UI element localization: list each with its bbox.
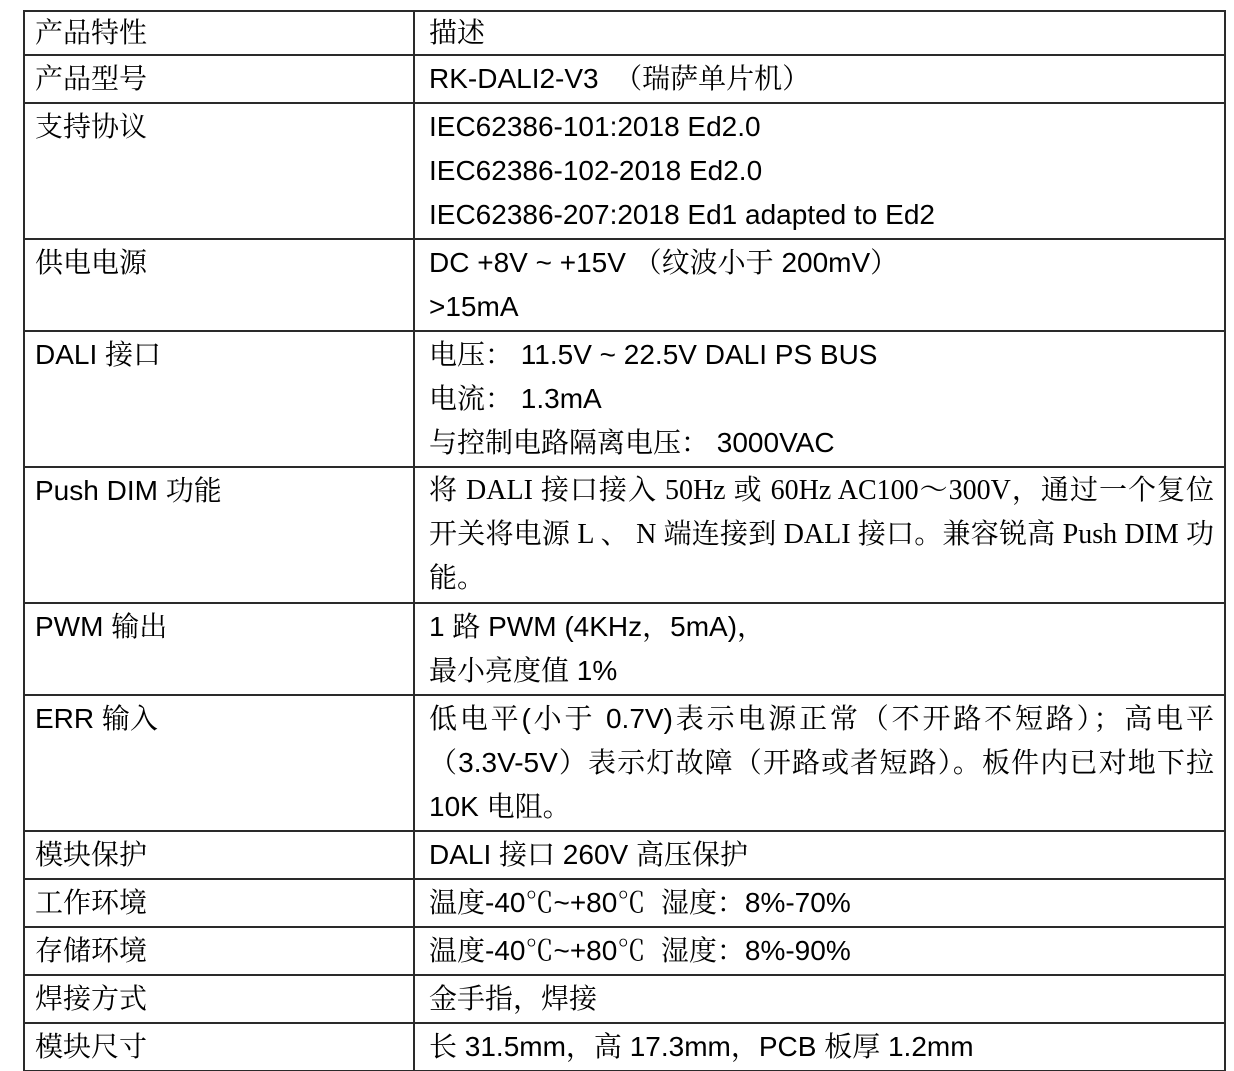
feature-label: DALI 接口 <box>24 331 414 467</box>
product-spec-table <box>23 10 1226 1071</box>
description-cell <box>414 695 1225 831</box>
table-row-module-dimensions <box>24 1023 1225 1071</box>
table-row-push-dim <box>24 467 1225 603</box>
feature-label: 焊接方式 <box>24 975 414 1023</box>
description-line: 电流： 1.3mA <box>429 383 602 414</box>
description-line: 将 DALI 接口接入 50Hz 或 60Hz AC100～300V，通过一个复位开关将电源 L 、 N 端连接到 DALI 接口。兼容锐高 Push DIM 功能。 <box>429 475 1214 594</box>
feature-label: PWM 输出 <box>24 603 414 695</box>
table-row-err-input <box>24 695 1225 831</box>
feature-label: 产品型号 <box>24 55 414 103</box>
header-description-cell: 描述 <box>414 11 1225 55</box>
description-cell <box>414 239 1225 331</box>
feature-label: ERR 输入 <box>24 695 414 831</box>
table-row-product-model <box>24 55 1225 103</box>
description-line: 温度-40℃~+80℃ 湿度：8%-70% <box>429 887 851 918</box>
description-line: 1 路 PWM (4KHz，5mA)， <box>429 611 766 642</box>
description-cell <box>414 467 1225 603</box>
description-cell <box>414 103 1225 239</box>
table-header-row <box>24 11 1225 55</box>
description-cell <box>414 831 1225 879</box>
table-row-power-supply <box>24 239 1225 331</box>
description-line: 金手指，焊接 <box>429 983 598 1014</box>
description-cell <box>414 603 1225 695</box>
description-cell <box>414 975 1225 1023</box>
description-line: 电压： 11.5V ~ 22.5V DALI PS BUS <box>429 339 878 370</box>
feature-label: 支持协议 <box>24 103 414 239</box>
header-feature-cell: 产品特性 <box>24 11 414 55</box>
description-line: 温度-40℃~+80℃ 湿度：8%-90% <box>429 935 851 966</box>
description-line: DALI 接口 260V 高压保护 <box>429 839 748 870</box>
feature-label: 工作环境 <box>24 879 414 927</box>
description-line: 与控制电路隔离电压： 3000VAC <box>429 427 835 458</box>
table-row-dali-interface <box>24 331 1225 467</box>
description-cell <box>414 1023 1225 1071</box>
description-cell <box>414 55 1225 103</box>
feature-label: Push DIM 功能 <box>24 467 414 603</box>
feature-label: 存储环境 <box>24 927 414 975</box>
table-row-storage-environment <box>24 927 1225 975</box>
feature-label: 模块尺寸 <box>24 1023 414 1071</box>
description-cell <box>414 927 1225 975</box>
description-line: 最小亮度值 1% <box>429 655 618 686</box>
table-row-module-protection <box>24 831 1225 879</box>
description-line: 低电平(小于 0.7V)表示电源正常（不开路不短路）；高电平（3.3V-5V）表示灯故障（开路或者短路）。板件内已对地下拉 10K 电阻。 <box>429 703 1214 822</box>
description-line: >15mA <box>429 291 519 322</box>
description-line: IEC62386-101:2018 Ed2.0 <box>429 111 761 142</box>
description-line: IEC62386-207:2018 Ed1 adapted to Ed2 <box>429 199 935 230</box>
feature-label: 供电电源 <box>24 239 414 331</box>
table-row-pwm-output <box>24 603 1225 695</box>
table-row-supported-protocols <box>24 103 1225 239</box>
description-cell <box>414 879 1225 927</box>
description-line: IEC62386-102-2018 Ed2.0 <box>429 155 763 186</box>
description-line: DC +8V ~ +15V （纹波小于 200mV） <box>429 247 899 278</box>
feature-label: 模块保护 <box>24 831 414 879</box>
description-line: 长 31.5mm，高 17.3mm，PCB 板厚 1.2mm <box>429 1031 974 1062</box>
table-row-soldering-method <box>24 975 1225 1023</box>
description-cell <box>414 331 1225 467</box>
description-line: RK-DALI2-V3 （瑞萨单片机） <box>429 63 811 94</box>
table-row-operating-environment <box>24 879 1225 927</box>
